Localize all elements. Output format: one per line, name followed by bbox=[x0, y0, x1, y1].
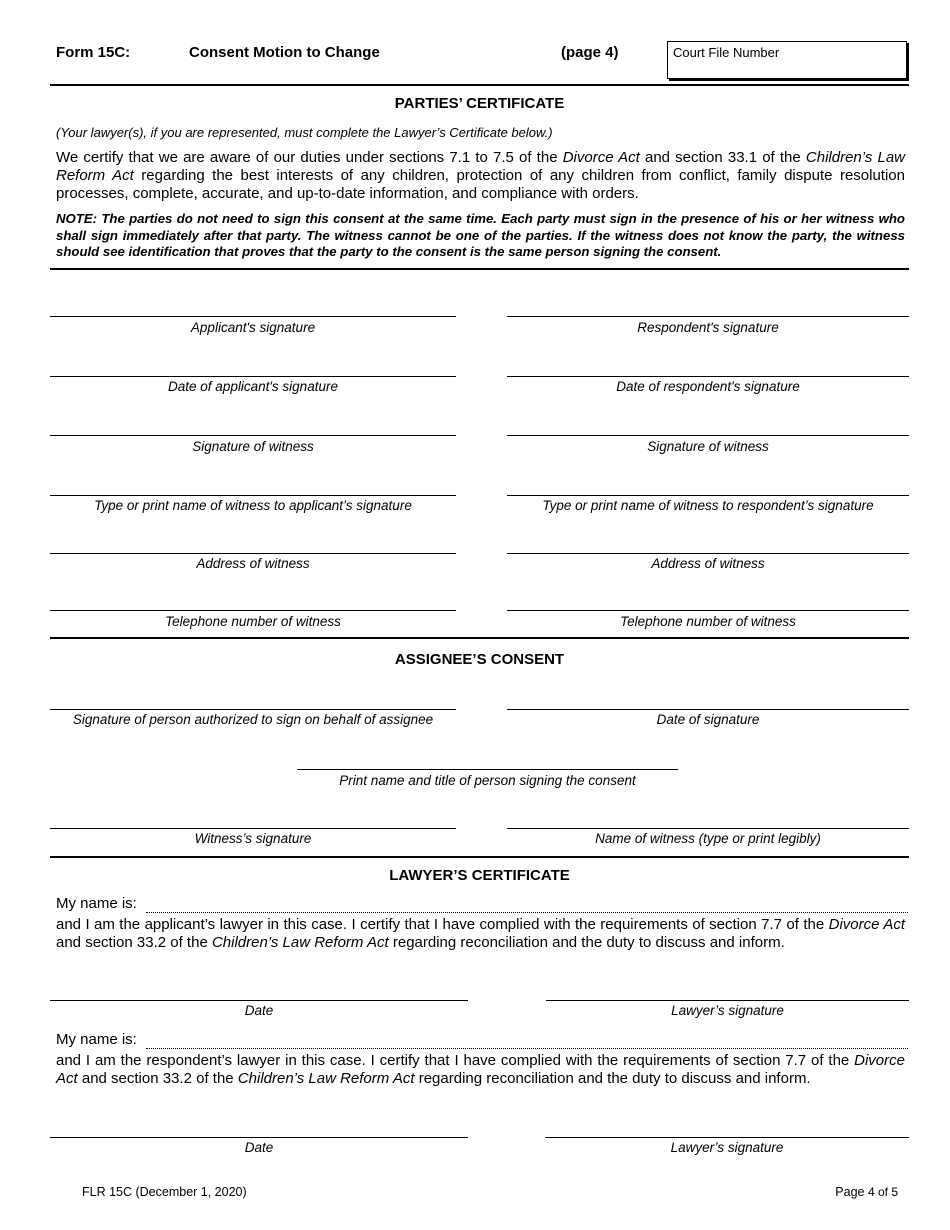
respondent-witness-signature-label: Signature of witness bbox=[647, 439, 769, 454]
respondent-witness-name-line[interactable] bbox=[507, 495, 909, 496]
assignee-date-line[interactable] bbox=[507, 709, 909, 710]
applicant-signature-label: Applicant's signature bbox=[190, 320, 316, 335]
applicant-lawyer-date-line[interactable] bbox=[50, 1000, 468, 1001]
respondent-lawyer-name-label: My name is: bbox=[56, 1031, 137, 1048]
clra-ref: Children’s Law Reform Act bbox=[56, 149, 906, 184]
applicant-lawyer-signature-line[interactable] bbox=[546, 1000, 909, 1001]
assignee-witness-name-line[interactable] bbox=[507, 828, 909, 829]
respondent-lawyer-signature-label: Lawyer’s signature bbox=[670, 1140, 784, 1155]
assignee-signature-line[interactable] bbox=[50, 709, 456, 710]
assignee-witness-name-label: Name of witness (type or print legibly) bbox=[595, 831, 821, 846]
applicant-lawyer-date-label: Date bbox=[244, 1003, 274, 1018]
header-divider bbox=[50, 84, 909, 86]
applicant-witness-name-line[interactable] bbox=[50, 495, 456, 496]
form-id: FLR 15C (December 1, 2020) bbox=[82, 1185, 247, 1199]
lawyer-instruction: (Your lawyer(s), if you are represented, must complete the Lawyer’s Certificate below.) bbox=[56, 125, 553, 140]
lawyers-certificate-title: LAWYER’S CERTIFICATE bbox=[389, 867, 570, 884]
applicant-lawyer-statement: and I am the applicant’s lawyer in this case. I certify that I have complied with the requirements of section 7.7 of the Divorce Act and section 33.2 of the Children’s Law Reform Act regarding reconciliation and the duty to discuss and inform. bbox=[56, 916, 905, 951]
respondent-witness-signature-line[interactable] bbox=[507, 435, 909, 436]
applicant-witness-phone-line[interactable] bbox=[50, 610, 456, 611]
respondent-date-label: Date of respondent's signature bbox=[616, 379, 800, 394]
page-label: (page 4) bbox=[561, 44, 619, 61]
applicant-date-label: Date of applicant's signature bbox=[168, 379, 338, 394]
divorce-act-ref: Divorce Act bbox=[562, 149, 640, 166]
respondent-witness-address-line[interactable] bbox=[507, 553, 909, 554]
respondent-lawyer-name-field[interactable] bbox=[146, 1048, 908, 1049]
parties-certificate-title: PARTIES’ CERTIFICATE bbox=[394, 95, 565, 112]
respondent-witness-name-label: Type or print name of witness to respondent’s signature bbox=[542, 498, 874, 513]
parties-certificate-body: We certify that we are aware of our duties under sections 7.1 to 7.5 of the Divorce Act and section 33.1 of the Children’s Law Reform Act regarding the best interests of any children, protection of any children from conflict, family dispute resolution processes, complete, accurate, and up-to-date information, and compliance with orders. bbox=[56, 149, 906, 202]
assignee-print-name-line[interactable] bbox=[297, 769, 678, 770]
assignee-date-label: Date of signature bbox=[656, 712, 760, 727]
assignee-witness-signature-label: Witness’s signature bbox=[194, 831, 312, 846]
assignee-top-divider bbox=[50, 637, 909, 639]
applicant-witness-phone-label: Telephone number of witness bbox=[165, 614, 341, 629]
assignee-consent-title: ASSIGNEE’S CONSENT bbox=[394, 651, 565, 668]
form-title: Consent Motion to Change bbox=[189, 44, 380, 61]
assignee-witness-signature-line[interactable] bbox=[50, 828, 456, 829]
applicant-date-line[interactable] bbox=[50, 376, 456, 377]
applicant-lawyer-signature-label: Lawyer’s signature bbox=[671, 1003, 784, 1018]
respondent-lawyer-date-label: Date bbox=[244, 1140, 274, 1155]
form-number: Form 15C: bbox=[56, 44, 131, 61]
applicant-lawyer-name-field[interactable] bbox=[146, 912, 908, 913]
respondent-date-line[interactable] bbox=[507, 376, 909, 377]
applicant-witness-signature-line[interactable] bbox=[50, 435, 456, 436]
page-number: Page 4 of 5 bbox=[835, 1185, 898, 1199]
assignee-signature-label: Signature of person authorized to sign on behalf of assignee bbox=[72, 712, 434, 727]
lawyer-top-divider bbox=[50, 856, 909, 858]
respondent-signature-line[interactable] bbox=[507, 316, 909, 317]
court-file-number-label: Court File Number bbox=[673, 45, 780, 60]
applicant-signature-line[interactable] bbox=[50, 316, 456, 317]
applicant-witness-address-line[interactable] bbox=[50, 553, 456, 554]
applicant-witness-name-label: Type or print name of witness to applicant’s signature bbox=[94, 498, 412, 513]
respondent-witness-phone-label: Telephone number of witness bbox=[620, 614, 796, 629]
respondent-witness-phone-line[interactable] bbox=[507, 610, 909, 611]
signing-note: NOTE: The parties do not need to sign this consent at the same time. Each party must sign in the presence of his or her witness who shall sign immediately after that party. The witness cannot be one of the parties. If the witness does not know the party, the witness should see identification that proves that the party to the consent is the same person signing the consent. bbox=[56, 211, 905, 259]
respondent-lawyer-statement: and I am the respondent’s lawyer in this case. I certify that I have complied with the requirements of section 7.7 of the Divorce Act and section 33.2 of the Children’s Law Reform Act regarding reconciliation and the duty to discuss and inform. bbox=[56, 1052, 905, 1087]
applicant-witness-address-label: Address of witness bbox=[196, 556, 310, 571]
respondent-signature-label: Respondent's signature bbox=[637, 320, 779, 335]
applicant-lawyer-name-label: My name is: bbox=[56, 895, 137, 912]
parties-top-divider bbox=[50, 268, 909, 270]
respondent-witness-address-label: Address of witness bbox=[651, 556, 765, 571]
respondent-lawyer-date-line[interactable] bbox=[50, 1137, 468, 1138]
respondent-lawyer-signature-line[interactable] bbox=[545, 1137, 909, 1138]
applicant-witness-signature-label: Signature of witness bbox=[192, 439, 314, 454]
court-file-number-field[interactable] bbox=[667, 41, 907, 79]
assignee-print-name-label: Print name and title of person signing the consent bbox=[339, 773, 636, 788]
